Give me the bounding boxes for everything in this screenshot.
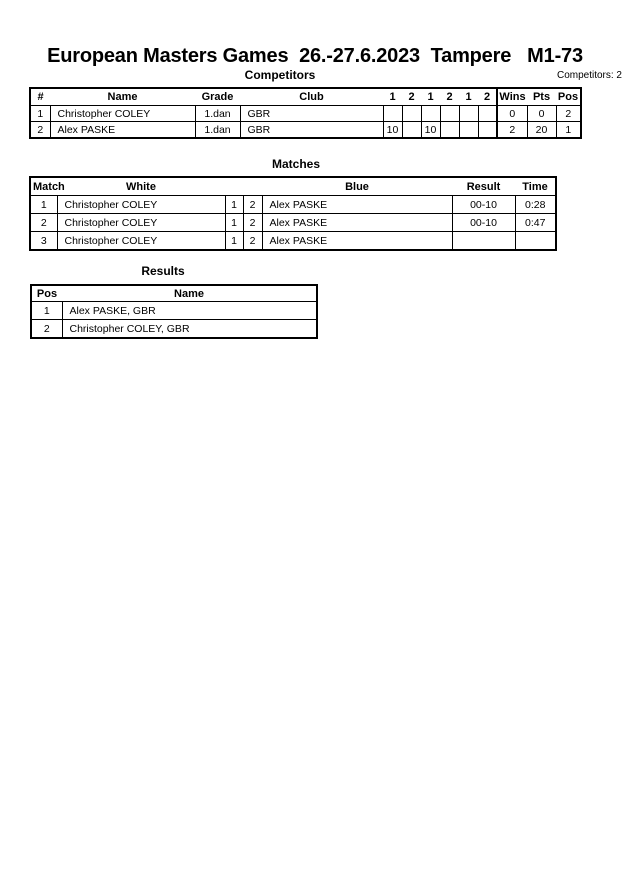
col-header-blue-id — [243, 177, 262, 196]
cell-time: 0:47 — [515, 214, 556, 232]
cell-score2 — [402, 122, 421, 139]
competitors-section-label: Competitors — [244, 68, 316, 82]
cell-blue-id: 2 — [243, 196, 262, 214]
cell-pos: 1 — [31, 302, 62, 320]
cell-wins: 0 — [497, 106, 527, 122]
cell-club: GBR — [240, 122, 383, 139]
cell-score1: 10 — [383, 122, 402, 139]
page-title: European Masters Games 26.-27.6.2023 Tampere M1-73 — [47, 45, 583, 67]
cell-white-name: Christopher COLEY — [57, 196, 225, 214]
cell-score1 — [383, 106, 402, 122]
cell-match-num: 3 — [30, 232, 57, 251]
cell-pts: 0 — [527, 106, 556, 122]
cell-time — [515, 232, 556, 251]
table-row — [31, 302, 317, 320]
col-header-club: Club — [240, 88, 383, 106]
cell-name: Alex PASKE — [50, 122, 195, 139]
cell-white-id: 1 — [225, 196, 243, 214]
col-header-score4: 2 — [440, 88, 459, 106]
cell-pos: 2 — [31, 320, 62, 339]
cell-grade: 1.dan — [195, 106, 240, 122]
col-header-pos: Pos — [556, 88, 581, 106]
cell-blue-name: Alex PASKE — [262, 232, 452, 251]
col-header-name: Name — [50, 88, 195, 106]
col-header-score5: 1 — [459, 88, 478, 106]
col-header-score3: 1 — [421, 88, 440, 106]
cell-white-id: 1 — [225, 232, 243, 251]
table-row — [30, 106, 581, 122]
cell-num: 2 — [30, 122, 50, 139]
cell-pos: 1 — [556, 122, 581, 139]
cell-blue-id: 2 — [243, 232, 262, 251]
matches-header-row — [30, 177, 556, 196]
results-header-row — [31, 285, 317, 302]
cell-score4 — [440, 106, 459, 122]
cell-club: GBR — [240, 106, 383, 122]
table-row — [30, 232, 556, 251]
results-section-label: Results — [141, 264, 185, 278]
col-header-score2: 2 — [402, 88, 421, 106]
table-row — [30, 122, 581, 139]
col-header-blue: Blue — [262, 177, 452, 196]
col-header-name: Name — [62, 285, 317, 302]
cell-score4 — [440, 122, 459, 139]
col-header-result: Result — [452, 177, 515, 196]
cell-blue-name: Alex PASKE — [262, 214, 452, 232]
cell-result — [452, 232, 515, 251]
cell-score2 — [402, 106, 421, 122]
table-row — [30, 196, 556, 214]
cell-score3: 10 — [421, 122, 440, 139]
table-row — [30, 214, 556, 232]
table-row — [31, 320, 317, 339]
col-header-match: Match — [30, 177, 57, 196]
col-header-score1: 1 — [383, 88, 402, 106]
cell-score6 — [478, 122, 497, 139]
cell-white-id: 1 — [225, 214, 243, 232]
cell-result: 00-10 — [452, 196, 515, 214]
col-header-white-id — [225, 177, 243, 196]
cell-time: 0:28 — [515, 196, 556, 214]
cell-name: Christopher COLEY — [50, 106, 195, 122]
cell-name: Christopher COLEY, GBR — [62, 320, 317, 339]
matches-section-label: Matches — [271, 157, 321, 171]
col-header-pos: Pos — [31, 285, 62, 302]
cell-num: 1 — [30, 106, 50, 122]
cell-wins: 2 — [497, 122, 527, 139]
cell-match-num: 1 — [30, 196, 57, 214]
cell-score3 — [421, 106, 440, 122]
col-header-pts: Pts — [527, 88, 556, 106]
cell-match-num: 2 — [30, 214, 57, 232]
cell-name: Alex PASKE, GBR — [62, 302, 317, 320]
col-header-score6: 2 — [478, 88, 497, 106]
matches-table — [29, 176, 557, 251]
col-header-white: White — [57, 177, 225, 196]
cell-blue-name: Alex PASKE — [262, 196, 452, 214]
cell-result: 00-10 — [452, 214, 515, 232]
cell-pts: 20 — [527, 122, 556, 139]
cell-pos: 2 — [556, 106, 581, 122]
competitors-table — [29, 87, 582, 139]
results-table — [30, 284, 318, 339]
cell-score6 — [478, 106, 497, 122]
col-header-num: # — [30, 88, 50, 106]
col-header-time: Time — [515, 177, 556, 196]
col-header-grade: Grade — [195, 88, 240, 106]
cell-score5 — [459, 122, 478, 139]
competitors-count: Competitors: 2 — [556, 70, 622, 81]
col-header-wins: Wins — [497, 88, 527, 106]
cell-white-name: Christopher COLEY — [57, 214, 225, 232]
cell-score5 — [459, 106, 478, 122]
cell-white-name: Christopher COLEY — [57, 232, 225, 251]
cell-grade: 1.dan — [195, 122, 240, 139]
competitors-header-row — [30, 88, 581, 106]
cell-blue-id: 2 — [243, 214, 262, 232]
